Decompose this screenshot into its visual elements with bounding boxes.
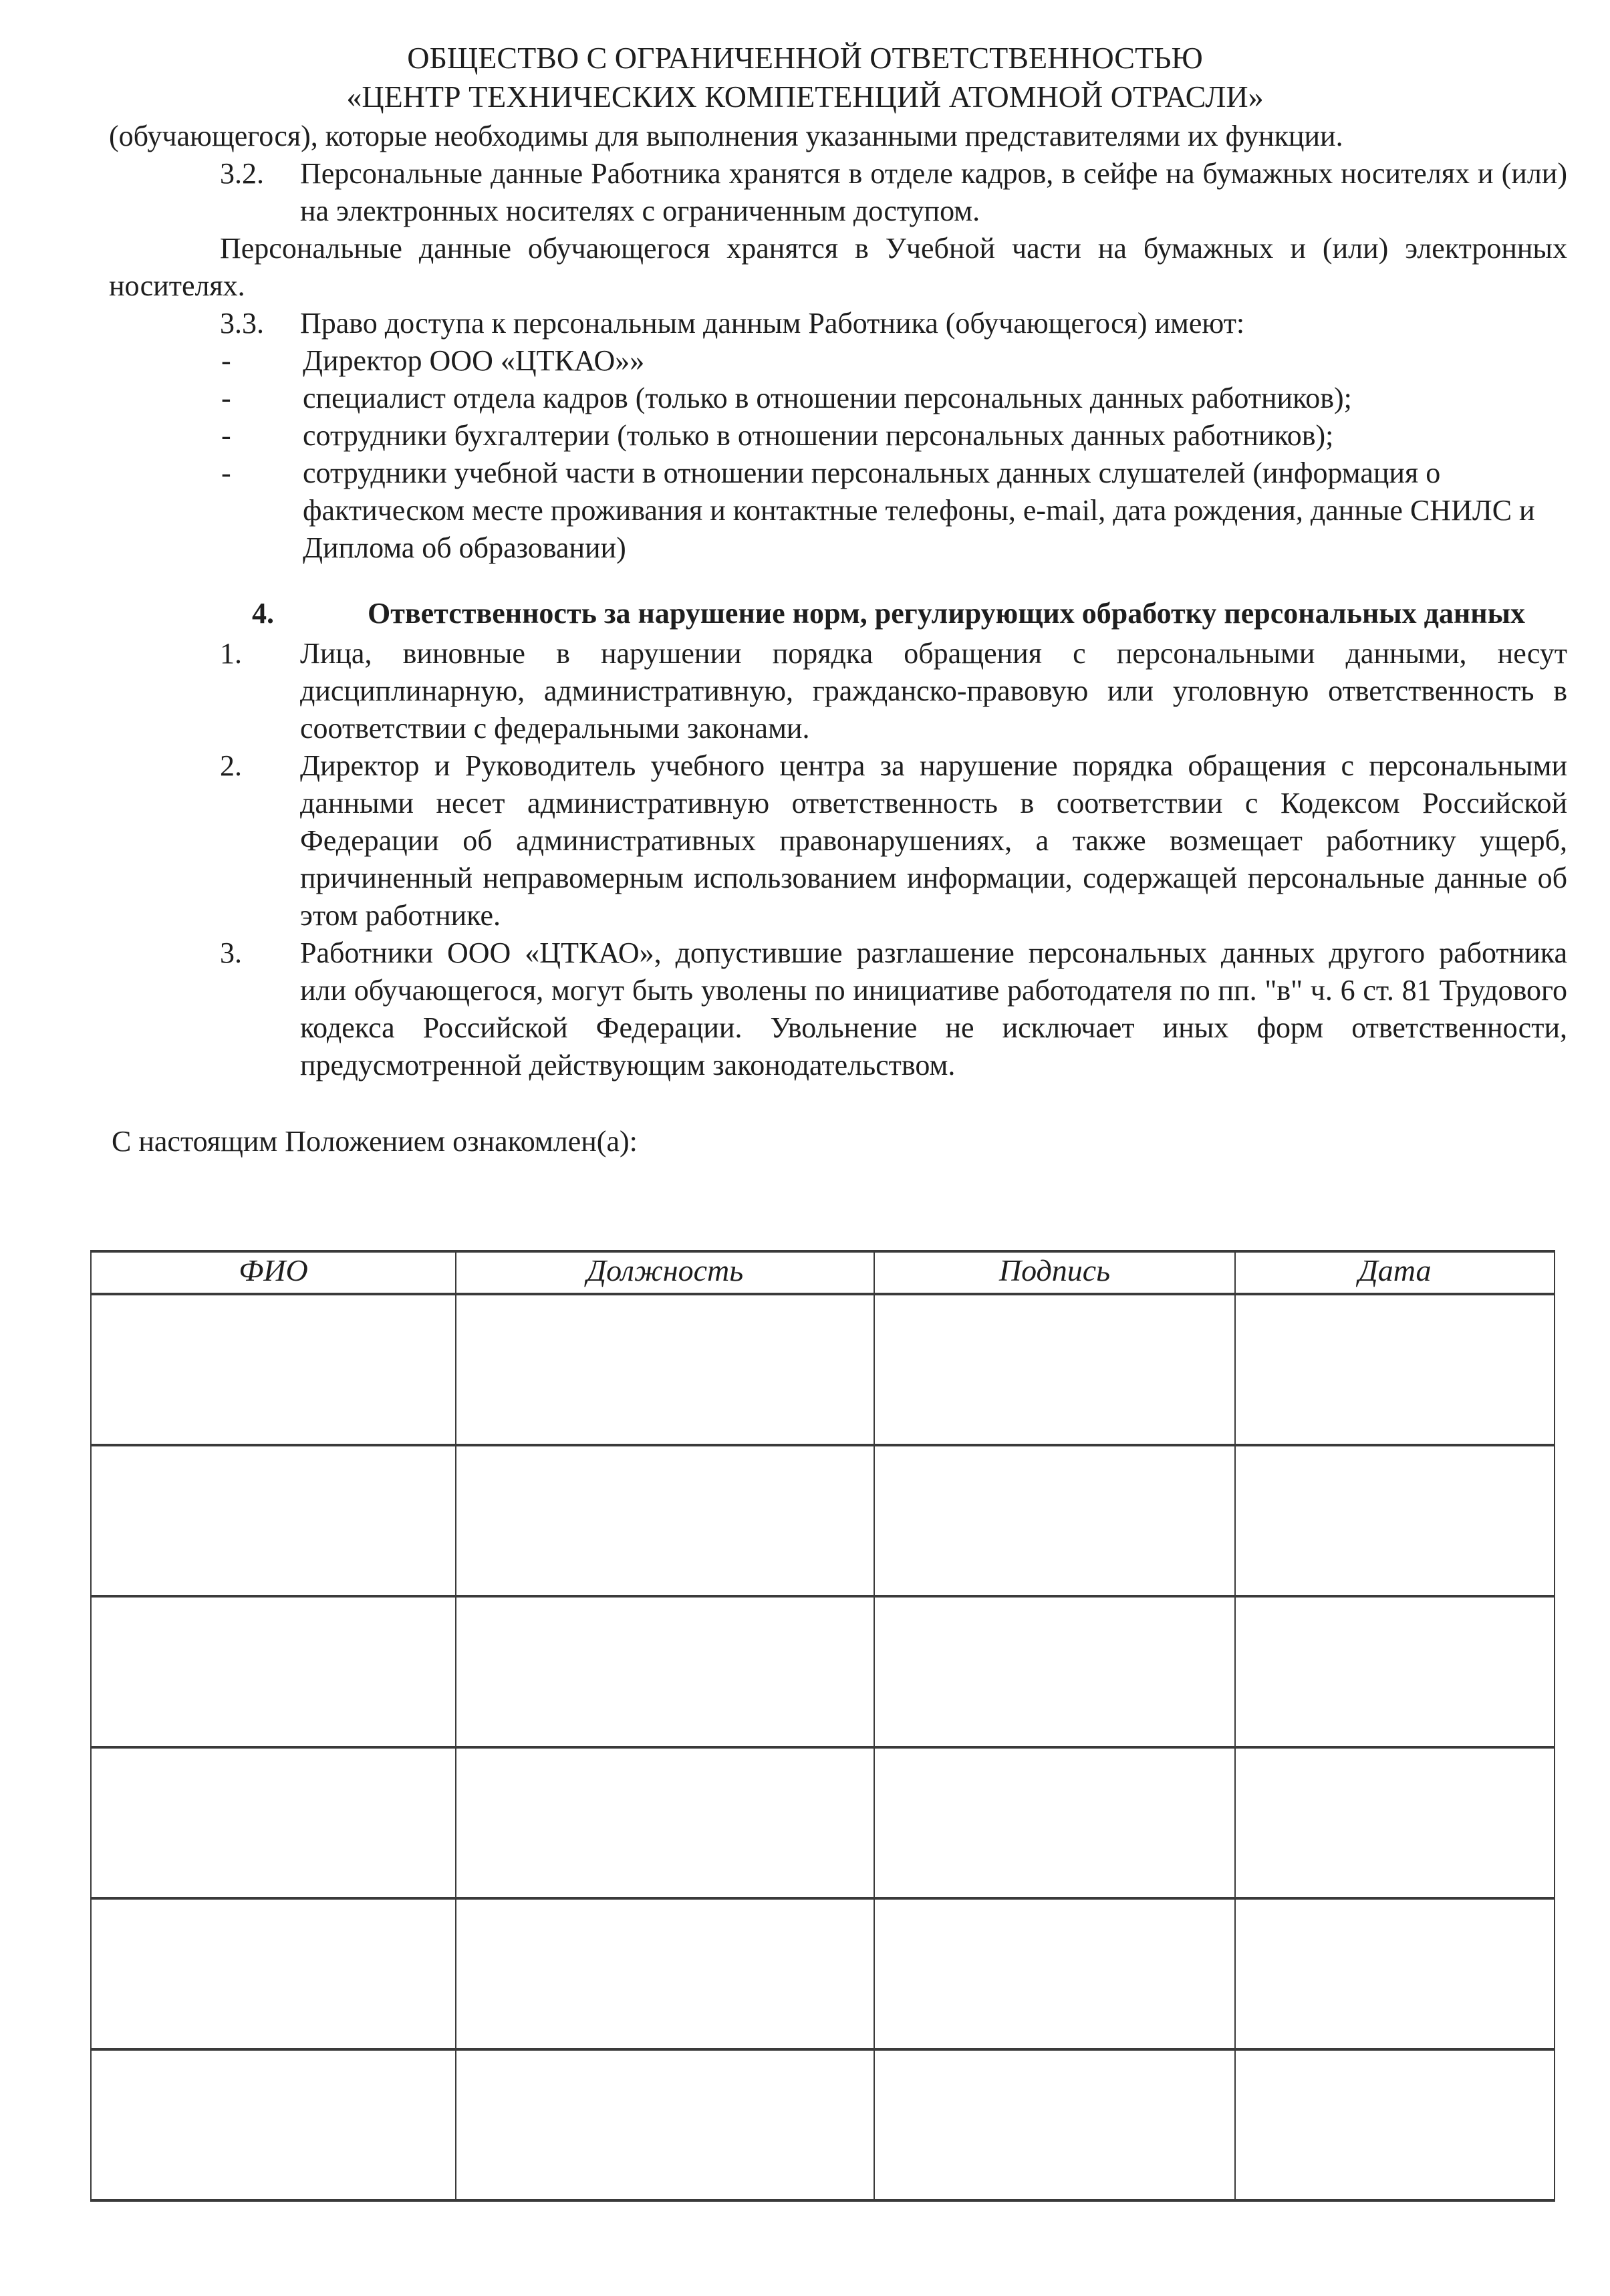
date-cell[interactable]	[1235, 1898, 1555, 2049]
acknowledgement-table	[90, 1250, 1555, 2202]
section-title: Ответственность за нарушение норм, регулирующих обработку персональных данных	[368, 597, 1525, 630]
date-cell[interactable]	[1235, 1747, 1555, 1898]
access-list-item: - сотрудники бухгалтерии (только в отношении персональных данных работников);	[109, 417, 1567, 455]
clause-3-2-student: Персональные данные обучающегося хранятся в Учебной части на бумажных и (или) электронных носителях.	[109, 232, 1567, 302]
item-text: Работники ООО «ЦТКАО», допустившие разглашение персональных данных другого работника или обучающегося, могут быть уволены по инициативе работодателя по пп. "в" ч. 6 ст. 81 Трудового кодекса Российской Федерации. Увольнение не исключает иных форм ответственности, предусмотренной действующим законодательством.	[300, 936, 1567, 1081]
item-number: 3.	[220, 936, 242, 969]
table-row	[91, 2049, 1555, 2200]
fio-cell[interactable]	[91, 1445, 456, 1596]
section-number: 4.	[252, 597, 274, 630]
signature-cell[interactable]	[874, 1294, 1235, 1445]
signature-cell[interactable]	[874, 2049, 1235, 2200]
position-cell[interactable]	[456, 2049, 874, 2200]
dash-marker: -	[221, 419, 231, 452]
item-number: 1.	[220, 637, 242, 670]
column-header-date: Дата	[1235, 1251, 1555, 1294]
section3-continuation: (обучающегося), которые необходимы для выполнения указанными представителями их функции.	[109, 120, 1343, 152]
position-cell[interactable]	[456, 1898, 874, 2049]
table-row	[91, 1747, 1555, 1898]
item-text: Лица, виновные в нарушении порядка обращения с персональными данными, несут дисциплинарную, административную, гражданско-правовую или уголовную ответственность в соответствии с федеральными законами.	[300, 637, 1567, 745]
fio-cell[interactable]	[91, 1898, 456, 2049]
access-list-item: - специалист отдела кадров (только в отношении персональных данных работников);	[109, 380, 1567, 417]
org-name-line-1: ОБЩЕСТВО С ОГРАНИЧЕННОЙ ОТВЕТСТВЕННОСТЬЮ	[407, 41, 1203, 75]
dash-marker: -	[221, 457, 231, 489]
document-body	[109, 118, 1567, 1160]
table-row	[91, 1898, 1555, 2049]
acknowledgement-label: С настоящим Положением ознакомлен(а):	[112, 1125, 638, 1158]
clause-number: 3.3.	[220, 307, 264, 340]
column-header-position: Должность	[456, 1251, 874, 1294]
org-name-line-2: «ЦЕНТР ТЕХНИЧЕСКИХ КОМПЕТЕНЦИЙ АТОМНОЙ ОТРАСЛИ»	[346, 80, 1264, 114]
section-4-heading	[109, 596, 1567, 631]
position-cell[interactable]	[456, 1445, 874, 1596]
position-cell[interactable]	[456, 1294, 874, 1445]
date-cell[interactable]	[1235, 1445, 1555, 1596]
signature-cell[interactable]	[874, 1596, 1235, 1747]
column-header-signature: Подпись	[874, 1251, 1235, 1294]
position-cell[interactable]	[456, 1747, 874, 1898]
access-list-item: - Директор ООО «ЦТКАО»»	[109, 342, 1567, 380]
section4-item	[109, 934, 1567, 1084]
section4-item	[109, 747, 1567, 934]
column-header-fio: ФИО	[91, 1251, 456, 1294]
date-cell[interactable]	[1235, 2049, 1555, 2200]
signature-cell[interactable]	[874, 1898, 1235, 2049]
date-cell[interactable]	[1235, 1596, 1555, 1747]
table-row	[91, 1445, 1555, 1596]
clause-text: Персональные данные Работника хранятся в отделе кадров, в сейфе на бумажных носителях и (или) на электронных носителях с ограниченным доступом.	[300, 157, 1567, 227]
signature-cell[interactable]	[874, 1747, 1235, 1898]
clause-3-2	[109, 155, 1567, 230]
position-cell[interactable]	[456, 1596, 874, 1747]
fio-cell[interactable]	[91, 1294, 456, 1445]
fio-cell[interactable]	[91, 1596, 456, 1747]
dash-marker: -	[221, 382, 231, 414]
section4-item	[109, 635, 1567, 747]
date-cell[interactable]	[1235, 1294, 1555, 1445]
table-header-row	[91, 1251, 1555, 1294]
dash-marker: -	[221, 344, 231, 377]
table-row	[91, 1294, 1555, 1445]
fio-cell[interactable]	[91, 2049, 456, 2200]
item-number: 2.	[220, 749, 242, 782]
clause-number: 3.2.	[220, 157, 264, 190]
fio-cell[interactable]	[91, 1747, 456, 1898]
clause-text: Право доступа к персональным данным Работника (обучающегося) имеют:	[300, 307, 1245, 340]
clause-3-3	[109, 305, 1567, 342]
signature-cell[interactable]	[874, 1445, 1235, 1596]
table-row	[91, 1596, 1555, 1747]
item-text: Директор и Руководитель учебного центра за нарушение порядка обращения с персональными данными несет административную ответственность в соответствии с Кодексом Российской Федерации об административных правонарушениях, а также возмещает работнику ущерб, причиненный неправомерным использованием информации, содержащей персональные данные об этом работнике.	[300, 749, 1567, 932]
access-list-item: - сотрудники учебной части в отношении персональных данных слушателей (информация о фактическом месте проживания и контактные телефоны, e-mail, дата рождения, данные СНИЛС и Диплома об образовании)	[109, 455, 1567, 567]
